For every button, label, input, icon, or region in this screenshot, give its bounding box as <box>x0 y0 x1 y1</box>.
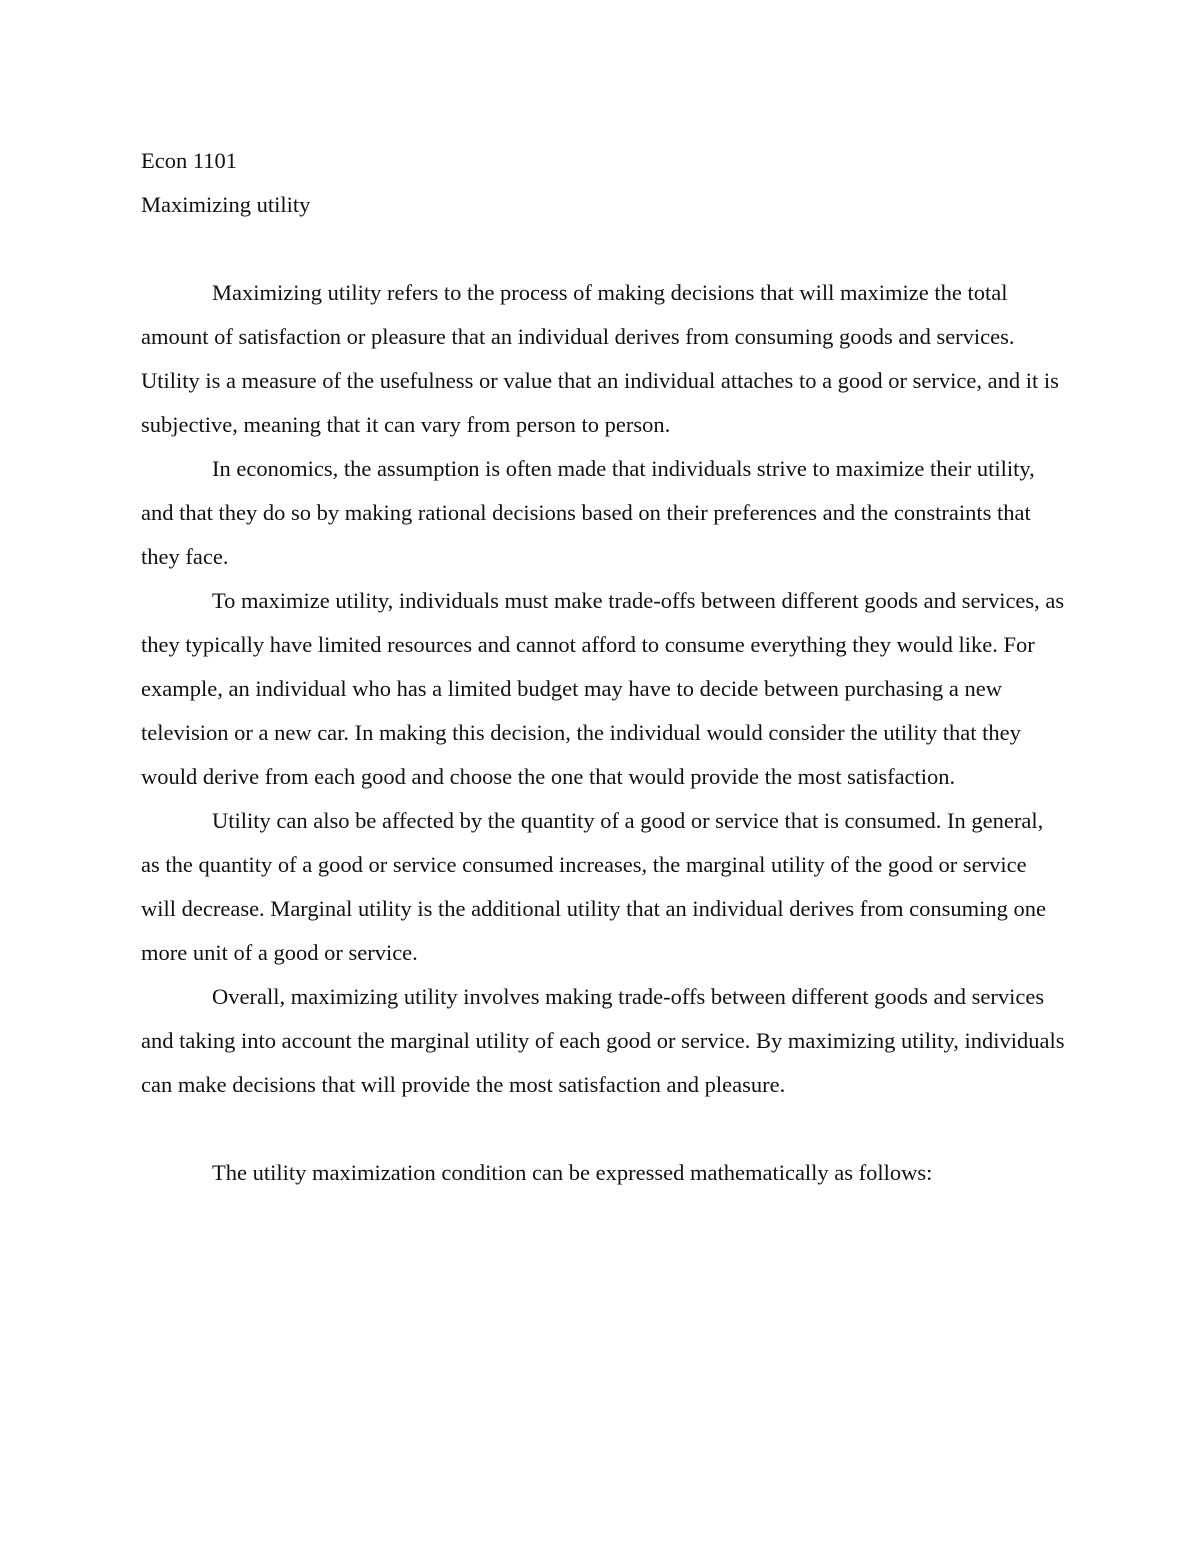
document-title: Maximizing utility <box>141 192 311 217</box>
paragraph-marginal-utility: Utility can also be affected by the quantity of a good or service that is consumed. In general, as the quantity of a good or service consumed increases, the marginal utility of the good or service will decrease. Marginal utility is the additional utility that an individual derives from consuming one more unit of a good or service. <box>141 808 1047 965</box>
paragraph-overall: Overall, maximizing utility involves making trade-offs between different goods and services and taking into account the marginal utility of each good or service. By maximizing utility, individuals can make decisions that will provide the most satisfaction and pleasure. <box>141 984 1065 1097</box>
paragraph-definition: Maximizing utility refers to the process of making decisions that will maximize the total amount of satisfaction or pleasure that an individual derives from consuming goods and services. Utility is a measure of the usefulness or value that an individual attaches to a good or service, and it is subjective, meaning that it can vary from person to person. <box>141 280 1059 437</box>
blank-line <box>141 1107 1066 1151</box>
blank-line <box>141 227 1066 271</box>
paragraph-trade-offs: To maximize utility, individuals must make trade-offs between different goods and services, as they typically have limited resources and cannot afford to consume everything they would like. For example, an individual who has a limited budget may have to decide between purchasing a new television or a new car. In making this decision, the individual would consider the utility that they would derive from each good and choose the one that would provide the most satisfaction. <box>141 588 1065 789</box>
document-body <box>141 139 1066 1195</box>
paragraph-economics-assumption: In economics, the assumption is often made that individuals strive to maximize their utility, and that they do so by making rational decisions based on their preferences and the constraints that they face. <box>141 456 1035 569</box>
course-label: Econ 1101 <box>141 148 238 173</box>
paragraph-closing: The utility maximization condition can be expressed mathematically as follows: <box>212 1160 933 1185</box>
